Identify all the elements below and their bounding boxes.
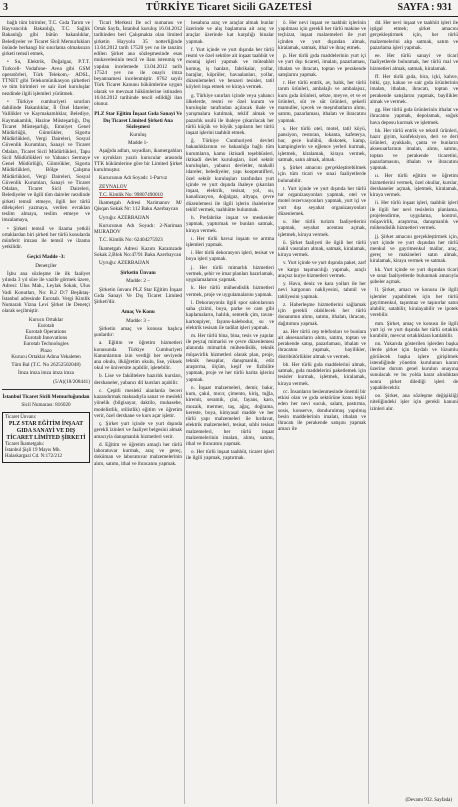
paragraph: bb. Her türlü gıda maddelerini almak, satmak, gıda maddelerini paketlemek için tesisler kurmak, işletmek, kiralamak, kiraya vermek. <box>278 361 366 387</box>
paragraph: n. İnşaat malzemeleri, demir, bakır, kum, çakıl, mıcır, çimento, kiriş, tuğla, kiremit, seramik, çini, fayans, karo, mozaik, mermer, taş, ağaç, doğrama, kereste, boya, kimyasal madde ve her türlü yapı malzemeleri ile hırdavat, elektrik malzemeleri, tesisat, sıhhi tesisat malzemeleri, her türlü inşaat malzemelerinin imalatı, alımı, satımı, ithal ve ihracatını yapmak. <box>186 384 274 447</box>
paragraph: ff. Her türlü gıda, bira, içki, kahve, bitki, çay, kakao ve sair gıda ürünlerinin imalatı, ithalatı, ihracatı, toptan ve perakende satışlarını yapmak, bayilikler almak ve vermek. <box>370 73 458 105</box>
founder-item: Eurotab <box>37 322 55 329</box>
registry-office-heading: İstanbul Ticaret Sicili Memurluğundan <box>2 393 90 400</box>
continuation-note: (Devamı 932. Sayfada) <box>405 798 452 803</box>
paragraph: Şirketin amaç ve konusu başlıca şunlardır: <box>94 325 182 339</box>
paragraph: Tüm Bal (T.C. No 26252502048) <box>11 362 81 369</box>
paragraph: aa. Her türlü cep telefonları ve bunlara ait aksesuarların alımı, satımı, toptan ve perakende satışı, pazarlaması, ithalatı ve ihracatını yapmak, bayilikler, distribütörlükler almak ve vermek. <box>278 328 366 360</box>
reference-code: (5/A)(18/208441) <box>53 378 90 385</box>
section-heading: Amaç Ve Konu <box>121 309 155 316</box>
paragraph: ş. Şirket amacını gerçekleştirebilmek için tüm ticari ve sınai faaliyetlerde bulunabilir. <box>278 165 366 184</box>
paragraph: t. Yurt içinde ve yurt dışında her türlü tur organizasyonları yapmak, otel ve motel rezervasyonları yapmak, yurt içi ve yurt dışı seyahat organizasyonları düzenlemek. <box>278 185 366 217</box>
founder-address: İkametgah Adresi Kazım Karamzade Sokak 2,Blok No:47/91 Baku Azerbaycan <box>94 245 182 258</box>
page-number: 3 <box>3 2 8 13</box>
paragraph: cc. İnsanların beslenmesinde önemli bir etkisi olan ve gıda sektörüne konu teşkil eden her nevi sucuk, salam, pastırma, sosis, konserve, dondurulmuş yapılmış besin maddelerinin imalatı, ithalatı ve ihracatı ile perakende satışını yapmak amacı ile <box>278 388 366 433</box>
paragraph: hh. Her türlü entrik ve tekstil ürünleri, hazır giyim, konfeksiyon, deri ve deri ürünleri, ayakkabı, çanta ve bunların aksesuarlarının imalatı, alımı, satımı, toptan ve perakende ticaretini, pazarlamasını, ithalatı ve ihracatını yapmak. <box>370 127 458 172</box>
paragraph: Ticari Merkezi İle ocl numarası ve Ortak Sayfa, İstanbul kuruluş 16.04.2012 tarihinden beri Çalışmakta olan limited şirketin Hayyolu 35 notterliğinde 13.04.2012 tarih 17520 yev no ile tanzim edilen Şirket ana sözleşmesinde esas mukavelesinin tescil ve ilanı istenmiş ve yapılan incelemede 13.04.2012 tarih 17524 yev no ile onaylı imza beyannamesi incelenmiştir. 6762 sayılı Türk Ticaret Kanunu hükümlerine uygun olarak ve mevzuat hükümlerine istinaden 16.04.2012 tarihinde tescil edildiği ilan olunur. <box>94 20 182 108</box>
founder-address: İkametgah Adresi Narimanov M/ Qisqan Sokak Nr: 112 Baku Azerbaycan <box>94 200 182 213</box>
founder-surname: ZEYNALOV <box>99 183 128 190</box>
paragraph: d. Eğitim ve öğretim amaçlı her türlü laboratuvar kurmak, araç ve gereç, doküman ve laboratuvar malzemelerinin alım, satımı, ithal ve ihracatını yapmak. <box>94 441 182 467</box>
founder-nationality: Uyruğu: AZERBAIJAN <box>99 214 150 221</box>
founders-heading: Kurucu Ortaklar <box>28 316 64 323</box>
paragraph: ç. Şirket yurt içinde ve yurt dışında gerekli izinleri ve faaliyet belgesini almak amacıyla danışmanlık hizmetleri verir. <box>94 421 182 440</box>
paragraph: b. Lise ve fakültelere hazırlık kursları, dershaneler, yabancı dil kursları açabilir. <box>94 373 182 386</box>
signatures: İmza imza imza imza imza <box>18 370 74 377</box>
founder-item: Eurotab Innovations <box>24 335 68 342</box>
founder-item: Eurotab Operations <box>25 329 67 336</box>
paragraph: f. Yurt içinde ve yurt dışında her türlü resmi ve özel sektöre ait inşaat taahhüt ve montaj işleri yapmak ve müteahhit komuş, iş hanları, fabrikalar, yollar, barajlar, köprüler, havaalanları, yollar, düzenlemeleri ve benzeri tesisler, tatil köyleri inşa etmek ve kiraya vermek. <box>186 46 274 91</box>
paragraph: g. Türkiye sınırları içinde veya yabancı ülkelerde, resmi ve özel kurum ve kuruluşlar tarafından açılacak ihale ve yarışmalara katılmak, teklif almak ve pazarlık usulü ile ihaleye çıkarılacak her türlü küçük ve büyük yapıların her türlü inşaat işlerini taahhüt etmek. <box>186 92 274 136</box>
gazette-title: TÜRKİYE Ticaret Sicili GAZETESİ <box>145 2 313 13</box>
paragraph: ı. Her türlü havuz inşaatı ve arıtma işlemleri yapmak. <box>186 235 274 248</box>
founder-name: Kurucunun Adı Soyadı: 1-Parvız <box>99 175 168 182</box>
paragraph: İşbu ana sözleşme ile ilk faaliyet yılında 3 yıl süre ile vazife görmek üzere, Adresi: Ulus Mah., Leylak Sokak, Ulus Vadi Konutları, No: B.2 D:7 Beşiktaş-İstanbul adresinde Eurotab. Vergi Kimlik Numaralı Vizna Levi Şirket ile Denetçi olarak seçilmiştir. <box>2 270 90 315</box>
paragraph: dd. Her nevi inşaat ve taahhüt işleri ile iştigal etmek; şirket amacını gerçekleştirmek için, her türlü malzemelerini alıp satmak, satım ve pazarlama işleri yapmak. <box>370 20 458 51</box>
paragraph: oo. Şirket, ana sözleşme değişikliği niteliğindeki işler için gerekli kanuni izinleri alır. <box>370 393 458 412</box>
paragraph: gg. Her türlü gıda ürünlerinin ithalat ve ihracatını yapmak, depolamak, soğuk hava deposu kurmak ve işletmek. <box>370 107 458 126</box>
paragraph: mm. Şirket, amaç ve konusu ile ilgili yurt içi ve yurt dışında her türlü ortaklık kurabilir, mevcut ortaklıklara katılabilir. <box>370 320 458 340</box>
paragraph: ii. Her türlü inşaat işleri, taahhüt işleri ile ilgili her nevi tesislerin planlama, projelendirme, uygulama, kontrol, müşavirlik, araştırma, danışmanlık ve mühendislik hizmetleri vermek. <box>370 200 458 232</box>
paragraph: ll. Şirket, amacı ve konusu ile ilgili işlemler yapabilmek için her türlü gayrimenkul, taşınmaz ve taşınırlar satın alabilir, satabilir, kiralayabilir ve ipotek verebilir. <box>370 287 458 319</box>
articles-title: PLZ Star Eğitim İnşaat Gıda Sanayi Ve Dış Ticaret Limited Şirketi Ana Sözleşmesi <box>94 111 182 130</box>
paragraph: l. Dekorasyonla ilgili spor salonlarının saha çizimi, boya, parke ve cam gibi kaplamaların, halılık, sentetik çim, tavan-kartonpiyer, fayans-kalebodur, su ve elektrik tesisatı ile tadilat işleri yapmak. <box>186 299 274 331</box>
sayfa-label: SAYFA : 931 <box>397 2 452 13</box>
article-number: Madde: 3 – <box>126 317 150 324</box>
article-number: Madde 1- <box>127 140 149 147</box>
paragraph: u. Her türlü turizm faaliyetlerini yapmak, seyahat acentası açmak, işletmek, kiraya vermek. <box>278 219 366 238</box>
trade-name: PLZ STAR EĞİTİM İNŞAAT GIDA SANAYİ VE DIŞ TİCARET LİMİTED ŞİRKETİ <box>6 421 86 442</box>
trade-address: İstanbul Şişli 19 Mayıs Mh. Halaskargazi Cd. N:172/212 <box>5 448 62 460</box>
column-2 <box>94 20 182 804</box>
page-header <box>0 0 458 17</box>
article-number: Madde: 2 – <box>126 278 150 285</box>
founder-item: Eurotab Technologies <box>23 341 69 348</box>
paragraph: • Su, Elektrik, Doğalgaz, P.T.T. Turkcell- Vodafone- Avea gibi GSM operatörleri, Türk Telekom,- ADSL, TTNET gibi Telekomünikasyon şirketleri ve tüm birimleri ve sair özel kuruluşlar nezdinde ilgili işlemleri yürütmek. <box>2 59 90 97</box>
founder-name: Kurucunun Adı Soyadı: 2-Nariman MURADOV <box>94 222 182 236</box>
founder-id: T.C. Kimlik No: 62404275923 <box>99 237 163 244</box>
paragraph: ee. Her türlü sanayi ve ticari faaliyetlerde bulunmak, her türlü mal ve hizmetleri almak, satmak, kiralamak. <box>370 53 458 72</box>
paragraph: z. Haberleşme hizmetlerini sağlamak için gerekli olabilecek her türlü donanımın alımı, satımı, ithalatı, ihracatı, dağıtımını yapmak. <box>278 301 366 327</box>
paragraph: p. Her türlü gıda maddelerinin yurt içi ve yurt dışı ticareti, imalatı, pazarlaması, ithalatı ve ihracatı, toptan ve perakende satışlarını yapmak. <box>278 53 366 78</box>
paragraph: s. Her türlü otel, motel, tatil köyü, pansiyon, restoran, lokanta, kafeterya, bar, gece kulübü, diskotek, kamp, kampinglerin ve eğlence yerleri kurmak, işletmek, kiralamak, kiraya vermek, satmak, satın almak, almak. <box>278 125 366 163</box>
article-subheading: Denetçiler <box>35 262 57 269</box>
paragraph: i. Her türlü dekorasyon işleri, tesisat ve boya işleri yapmak. <box>186 250 274 263</box>
paragraph: h. Prefabrike inşaat ve meskenler yapmak, yaptırmak ve bunları satmak, kiraya vermek. <box>186 215 274 234</box>
paragraph: v. Yurt içinde ve yurt dışında paket, zarf ve kargo taşımacılığı yapmak, araçlı araçsız kurye hizmetleri vermek. <box>278 260 366 279</box>
column-1 <box>2 20 90 804</box>
column-divider <box>276 20 277 804</box>
paragraph: c. Çeşitli meslekî alanlarda beceri kazandırmak maksadıyla sanat ve meslekî yönelik (bilgisayar, daktilo, muhasebe, modelistlik, stilistlik) eğitim ve öğretim verir, özel dershane ve kurs açar işletir. <box>94 387 182 419</box>
divider <box>2 389 90 390</box>
trade-name-box <box>2 412 90 463</box>
paragraph: bağlı tüm birimler, T.C. Gıda Tarım ve Hayvancılık Bakanlığı, T.C. Sağlık Bakanlığı gibi bütün bakanlıklar, Belediyeler ve Ticaret Sicil Memurlukları önünde herhangi bir sınırlama olmaksızın şirketi temsil etmek, <box>2 20 90 58</box>
paragraph: • Şirketi temsil ve ilzama yetkili ortaklardan biri şirketi her türlü konularda münferit imzası ile temsil ve ilzama yetkilidir. <box>2 225 90 251</box>
column-divider <box>92 20 93 804</box>
paragraph: ğ. Türkiye Cumhuriyeti devleti bakanlıklarının ve bakanlığa bağlı tüm kurumların, kamu iktisadi teşebbüsleri, iktisadi devlet kuruluşları, özel sektör kuruluşları, yabancı devletler, mahalli idareler, belediyeler, yapı kooperatifleri, özel sektör kuruluşları tarafından yurt içinde ve yurt dışında ihaleye çıkarılan inşaat, elektrik, tesisat, yol, su, kanalizasyon, doğalgaz, altyapı, çevre düzenlemesi ile ilgili işlerin ihalelerine teklif vermek, taahhütte bulunmak. <box>186 138 274 213</box>
paragraph: k. Her türlü mühendislik hizmetleri vermek, proje ve uygulamalarını yapmak. <box>186 285 274 298</box>
section-heading: Kuruluş <box>129 131 147 138</box>
paragraph: Aşağıda adları, soyadları, ikametgahları ve uyrukları yazılı kurucular arasında TTK hükümlerine göre bir Limited Şirket kurulmuştur. <box>94 148 182 174</box>
paragraph: Şirketin ünvanı PLZ Star Eğitim İnşaat Gıda Sanayi Ve Dış Ticaret Limited Şirketi'dir. <box>94 286 182 306</box>
founder-id: T.C. Kimlik No: 99807490010 <box>99 191 163 198</box>
paragraph: • Türkiye cumhuriyeti sınırları dahilinde Bakanlıklar, İl Özel İdareler, Valilikler ve Kaymakamlıklar, Belediye, Kaymakamlık, Hazine Müsteşarlığı, Dış Ticaret Müsteşarlığı, Emniyet Genel Müdürlüğü, Gümrükler, Sigorta Müdürlükleri, Vergi Daireleri, Sosyal Güvenlik Kurumları, Sanayi ve Ticaret Odaları, Ticaret Sicil Müdürlükleri, Tapu Sicil Müdürlükleri ve Yabancı Sermaye Genel Müdürlüğü, Gümrükler, Sigorta Müdürlükleri, Bölge Çalışma Müdürlükleri, Vergi Daireleri, Sosyal Güvenlik Kurumları, Sanayi ve Ticaret Odaları, Ticaret Sicil Daireleri, Belediyeler ve ilgili tüm daireler nezdinde şirketi temsil etmeye, ilgili her türlü dilekçeleri yazmaya, verilen evraklan teslim almaya, teslim etmeye ve imzalamaya, <box>2 98 90 224</box>
paragraph: kk. Yurt içinde ve yurt dışından ticari ve sınai faaliyetlerde bulunmak amacıyla şubeler açmak. <box>370 266 458 286</box>
founder-item: Plazo <box>40 347 52 354</box>
paragraph: r. Her türlü entrik, av, balık, her türlü tarım ürünleri, ambalajlı ve ambalajsız, kuru gıda ürünleri, sebze, meyve, et ve et ürünleri, süt ve süt ürünleri, şekerli mamuller, içecek ve meşrubatların alımı, satımı, pazarlaması, ithalatı ve ihracatını yapmak. <box>278 80 366 124</box>
paragraph: hesabına araç ve araçlar almak bunlar üzerinde ve alış başlamına ait araç ve araçlar üzerinde kat karşılığı binalar yapmak. <box>186 20 274 45</box>
registry-number: Sicil Numarası: 816020 <box>21 402 71 409</box>
article-heading: Geçici Madde -3: <box>26 254 66 261</box>
founder-list <box>2 323 90 354</box>
column-divider <box>184 20 185 804</box>
column-divider <box>368 20 369 804</box>
paragraph: m. Her türlü bina, bina, tesis ve yapılar ile peyzaj mimarisi ve çevre düzenlemesi alanında mimarlık mühendislik, teknik müşavirlik hizmetleri olarak plan, proje, teknik hesaplar, danışmanlık, etüt araştırma, ölçüm, keşif ve fizibilite yapmak, proje ve her türlü harita işlerini yapmak. <box>186 333 274 383</box>
paragraph: jj. Şirket amacını gerçekleştirmek için, yurt içinde ve yurt dışından her türlü menkul ve gayrimenkul mallar, araç, gereç ve makineleri satın almak, kiralamak, kiraya vermek ve satmak. <box>370 233 458 265</box>
column-5 <box>370 20 458 804</box>
paragraph: ö. Her nevi inşaat ve taahhüt işlerinin yapılması için gerekli her türlü makine ve teçhizat, inşaat malzemeleri ile yurt içinden ve yurt dışından almak, kiralamak, satmak, ithal ve ihraç etmek. <box>278 20 366 51</box>
section-heading: Şirketin Ünvanı <box>120 270 156 277</box>
paragraph: Kurucu Ortaklar Adına Vekaleten <box>11 353 81 360</box>
paragraph: j. Her türlü mimarlık hizmetleri vermek, şehir ve imar planları hazırlamak, uygulamalarını yapmak. <box>186 264 274 284</box>
paragraph: o. Her türlü inşaat taahhüt, ticaret işleri ile ilgili yapmak, yaptırmak. <box>186 449 274 462</box>
paragraph: ıı. Her türlü eğitim ve öğretim hizmetlerini vermek, özel okullar, kurslar, dershaneler açmak, işletmek, kiralamak, kiraya vermek. <box>370 173 458 199</box>
column-4 <box>278 20 366 804</box>
trade-name-label: Ticaret Ünvanı: <box>5 415 37 421</box>
paragraph: a. Eğitim ve öğretim hizmetleri konusunda Türkiye Cumhuriyeti Kanunlarının izin verdiği her seviyede ana okulu, ilköğretim okulu, lise, yüksek okul ve üniversite açabilir, işletebilir. <box>94 340 182 372</box>
paragraph: ü. Şirket faaliyeti ile ilgili her türlü nakil vasıtaları almak, satmak, kiralamak, kiraya vermek. <box>278 239 366 259</box>
trade-address-label: Ticaret İkametgahı: <box>5 442 45 448</box>
paragraph: y. Hava, deniz ve kara yolları ile her nevi kargonun nakliyesini, tahmil ve tahliyesini yapmak. <box>278 281 366 300</box>
paragraph: nn. Yukarıda gösterilen işlerden başka ilerde şirket için faydalı ve lüzumlu görülecek başka işlere girişilmek istendiğinde yönetim kurulunun kararı üzerine durum genel kurulun onayına sunulacak ve bu yolda karar alındıktan sonra şirket dilediği işleri de yapabilecektir. <box>370 341 458 391</box>
founder-nationality: Uyruğu: AZERBAIJAN <box>99 259 150 266</box>
column-3 <box>186 20 274 804</box>
